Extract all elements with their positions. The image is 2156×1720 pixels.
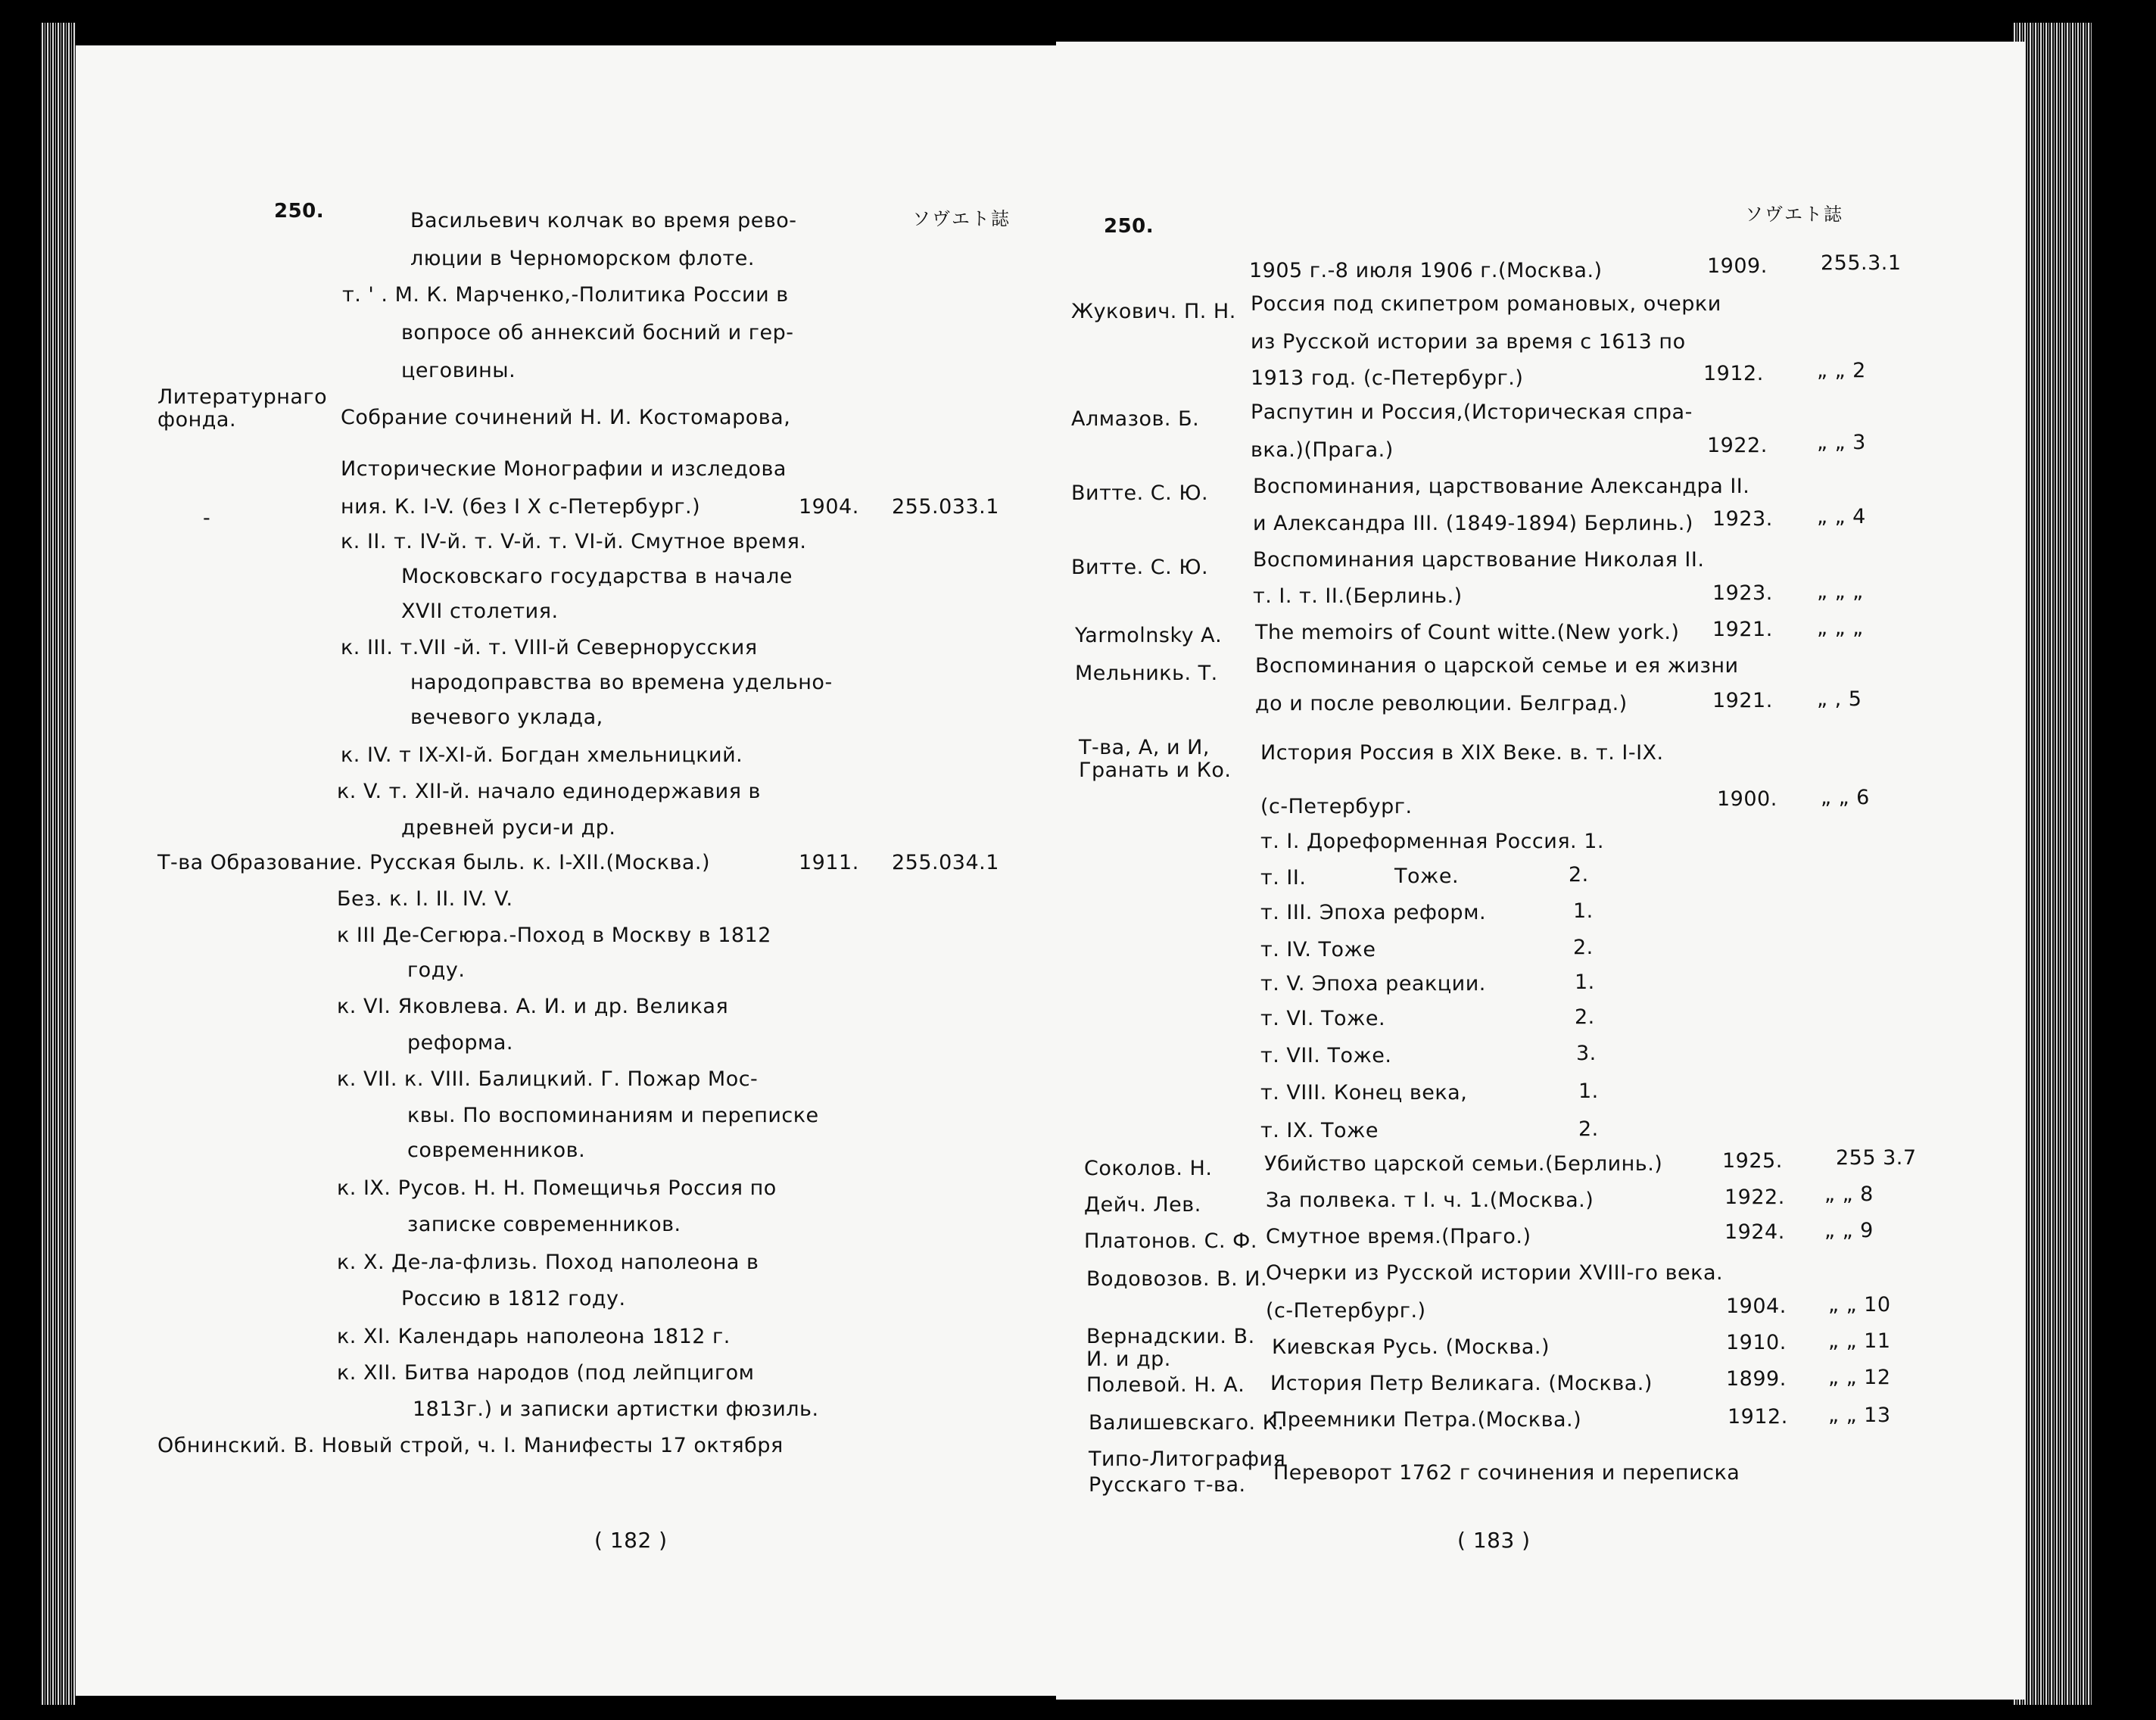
left-text-line: ния. К. I-V. (без I X с-Петербург.) [341,495,701,519]
left-text-line: Россию в 1812 году. [401,1287,626,1310]
right-text-line: т. VII. Тоже. [1260,1044,1392,1067]
left-text-line: реформа. [407,1031,513,1055]
right-text-line: т. VIII. Конец века, [1260,1081,1468,1105]
right-text-line: Типо-Литография [1089,1447,1286,1471]
left-text-line: 1904. [799,495,859,519]
left-text-line: Васильевич колчак во время рево- [410,209,797,232]
right-text-line: 3. [1576,1042,1597,1065]
right-text-line: 1923. [1712,507,1773,531]
right-text-line: „ „ 9 [1824,1219,1874,1242]
left-text-line: древней руси-и др. [401,816,616,840]
left-text-line: современников. [407,1139,586,1162]
right-text-line: Дейч. Лев. [1084,1193,1201,1217]
left-text-line: 1813г.) и записки артистки фюзиль. [413,1398,819,1421]
left-header-title: ソヴエト誌 [912,208,1011,229]
right-text-line: 1899. [1726,1367,1787,1391]
left-text-line: к. X. Де-ла-флизь. Поход наполеона в [337,1251,759,1274]
right-text-line: „ „ 10 [1828,1293,1891,1316]
right-text-line: Преемники Петра.(Москва.) [1272,1408,1582,1432]
right-text-line: Витте. С. Ю. [1071,481,1209,505]
left-text-line: Литературнаго [157,385,328,409]
right-text-line: 1925. [1722,1149,1783,1173]
right-text-line: Витте. С. Ю. [1071,556,1209,579]
right-text-line: т. V. Эпоха реакции. [1260,972,1486,996]
right-text-line: За полвека. т I. ч. 1.(Москва.) [1266,1189,1594,1212]
right-text-line: 1900. [1717,787,1777,811]
right-text-line: 1924. [1724,1220,1785,1244]
right-text-line: Смутное время.(Праго.) [1266,1225,1531,1248]
right-text-line: Водовозов. В. И. [1086,1267,1268,1291]
left-text-line: к. II. т. IV-й. т. V-й. т. VI-й. Смутное время. [341,530,807,553]
right-text-line: „ „ 11 [1828,1329,1891,1353]
left-text-line: вопросе об аннексий босний и гер- [401,321,794,344]
right-text-line: т. I. Дореформенная Россия. 1. [1260,830,1604,853]
right-text-line: (с-Петербург. [1260,795,1413,818]
left-text-line: к. IV. т IX-XI-й. Богдан хмельницкий. [341,743,743,767]
left-text-line: т. ' . М. К. Марченко,-Политика России в [342,283,789,307]
right-text-line: Вернадскии. В. [1086,1325,1255,1348]
left-text-line: к. VI. Яковлева. А. И. и др. Великая [337,995,729,1018]
left-text-line: к. XI. Календарь наполеона 1812 г. [337,1325,731,1348]
right-text-line: 2. [1569,863,1589,886]
right-text-line: „ „ 8 [1824,1182,1874,1206]
right-text-line: 1905 г.-8 июля 1906 г.(Москва.) [1249,259,1603,282]
right-text-line: „ „ 13 [1828,1404,1891,1427]
left-text-line: к. V. т. XII-й. начало единодержавия в [337,780,761,803]
right-text-line: 255 3.7 [1836,1146,1917,1170]
right-text-line: т. IV. Тоже [1260,938,1376,961]
left-text-line: люции в Черноморском флоте. [410,247,755,270]
right-text-line: Алмазов. Б. [1071,407,1200,431]
right-text-line: Распутин и Россия,(Историческая спра- [1251,400,1693,424]
right-header-title: ソヴエト誌 [1745,204,1843,225]
left-text-line: 1911. [799,851,859,874]
right-text-line: 1910. [1726,1331,1787,1354]
right-text-line: 1912. [1703,362,1764,385]
left-text-line: к. XII. Битва народов (под лейпцигом [337,1361,755,1385]
right-text-line: до и после революции. Белград.) [1255,692,1628,715]
right-text-line: 1. [1573,899,1594,923]
right-text-line: 2. [1573,936,1594,959]
right-text-line: Т-ва, А, и И, [1079,736,1210,759]
left-page-number: 250. [274,200,325,223]
left-text-line: XVII столетия. [401,600,559,623]
right-text-line: 1. [1575,971,1595,994]
right-text-line: (с-Петербург.) [1266,1299,1426,1323]
right-text-line: и Александра III. (1849-1894) Берлинь.) [1253,512,1693,535]
right-page-number: 250. [1104,215,1154,238]
right-text-line: вка.)(Прага.) [1251,438,1394,462]
book-edge-right [2014,23,2093,1705]
right-text-line: История Петр Великага. (Москва.) [1270,1372,1653,1395]
right-text-line: Полевой. Н. А. [1086,1373,1245,1397]
left-text-line: Собрание сочинений Н. И. Костомарова, [341,406,791,429]
right-text-line: Воспоминания царствование Николая II. [1253,548,1705,572]
left-text-line: Т-ва Образование. Русская быль. к. I-XII.(Москва.) [157,851,711,874]
right-text-line: Киевская Русь. (Москва.) [1272,1335,1550,1359]
right-text-line: Жукович. П. Н. [1071,300,1236,323]
right-text-line: История Россия в XIX Веке. в. т. I-IX. [1260,741,1664,765]
right-text-line: 1922. [1724,1186,1785,1209]
right-text-line: „ „ 2 [1817,359,1866,382]
left-text-line: квы. По воспоминаниям и переписке [407,1104,819,1127]
right-text-line: Переворот 1762 г сочинения и переписка [1273,1461,1740,1485]
right-text-line: Yarmolnsky А. [1075,624,1223,647]
left-text-line: 255.033.1 [892,495,999,519]
right-text-line: Воспоминания о царской семье и ея жизни [1255,654,1739,678]
right-text-line: 255.3.1 [1821,251,1902,275]
left-text-line: 255.034.1 [892,851,999,874]
right-text-line: 2. [1578,1117,1599,1141]
right-text-line: „ „ „ [1817,580,1864,603]
right-text-line: 1921. [1712,618,1773,641]
left-text-line: Исторические Монографии и изследова [341,457,787,481]
right-text-line: „ „ „ [1817,616,1864,640]
right-text-line: т. I. т. II.(Берлинь.) [1253,584,1463,608]
left-text-line: Обнинский. В. Новый строй, ч. I. Манифесты 17 октября [157,1434,784,1457]
right-text-line: И. и др. [1086,1348,1171,1371]
left-text-line: записке современников. [407,1213,681,1236]
right-text-line: 1909. [1707,254,1768,278]
right-text-line: Убийство царской семьи.(Берлинь.) [1264,1152,1663,1176]
right-text-line: 1904. [1726,1295,1787,1318]
right-text-line: 1. [1578,1080,1599,1103]
left-text-line: к III Де-Сегюра.-Поход в Москву в 1812 [337,924,771,947]
right-text-line: Россия под скипетром романовых, очерки [1251,292,1721,316]
right-text-line: Гранать и Ко. [1079,759,1232,782]
left-text-line: к. IX. Русов. Н. Н. Помещичья Россия по [337,1176,777,1200]
right-text-line: „ , 5 [1817,687,1862,711]
right-text-line: „ „ 12 [1828,1366,1891,1389]
left-text-line: к. III. т.VII -й. т. VIII-й Севернорусския [341,636,758,659]
left-text-line: цеговины. [401,359,516,382]
right-text-line: Соколов. Н. [1084,1157,1213,1180]
right-footer-page: ( 183 ) [1457,1528,1531,1553]
right-text-line: из Русской истории за время с 1613 по [1251,330,1686,354]
right-text-line: „ „ 4 [1817,505,1866,528]
right-text-line: 1922. [1707,434,1768,457]
right-text-line: The memoirs of Count witte.(New york.) [1255,621,1680,644]
left-text-line: году. [407,958,466,982]
right-text-line: 1912. [1728,1405,1788,1429]
right-text-line: т. IX. Тоже [1260,1119,1379,1142]
right-text-line: Воспоминания, царствование Александра II. [1253,475,1750,498]
right-text-line: 1913 год. (с-Петербург.) [1251,366,1524,390]
left-text-line: - [203,506,211,530]
left-text-line: народоправства во времена удельно- [410,671,833,694]
book-edge-left [42,23,76,1705]
left-text-line: Без. к. I. II. IV. V. [337,887,513,911]
right-text-line: Мельникь. Т. [1075,662,1218,685]
right-text-line: 1923. [1712,581,1773,605]
right-text-line: 1921. [1712,689,1773,712]
right-text-line: т. VI. Тоже. [1260,1007,1386,1030]
left-text-line: вечевого уклада, [410,706,603,729]
right-text-line: „ „ 3 [1817,431,1866,454]
right-text-line: Валишевскаго. К. [1089,1411,1285,1435]
left-text-line: Московскаго государства в начале [401,565,793,588]
right-text-line: т. II. [1260,866,1307,890]
right-text-line: Платонов. С. Ф. [1084,1229,1257,1253]
right-text-line: Тоже. [1394,865,1460,888]
left-text-line: к. VII. к. VIII. Балицкий. Г. Пожар Мос- [337,1067,759,1091]
right-text-line: „ „ 6 [1821,786,1870,809]
left-text-line: фонда. [157,408,237,432]
right-text-line: Очерки из Русской истории XVIII-го века. [1266,1261,1724,1285]
right-text-line: Русскаго т-ва. [1089,1473,1246,1497]
right-text-line: т. III. Эпоха реформ. [1260,901,1487,924]
right-text-line: 2. [1575,1005,1595,1029]
left-footer-page: ( 182 ) [594,1528,668,1553]
